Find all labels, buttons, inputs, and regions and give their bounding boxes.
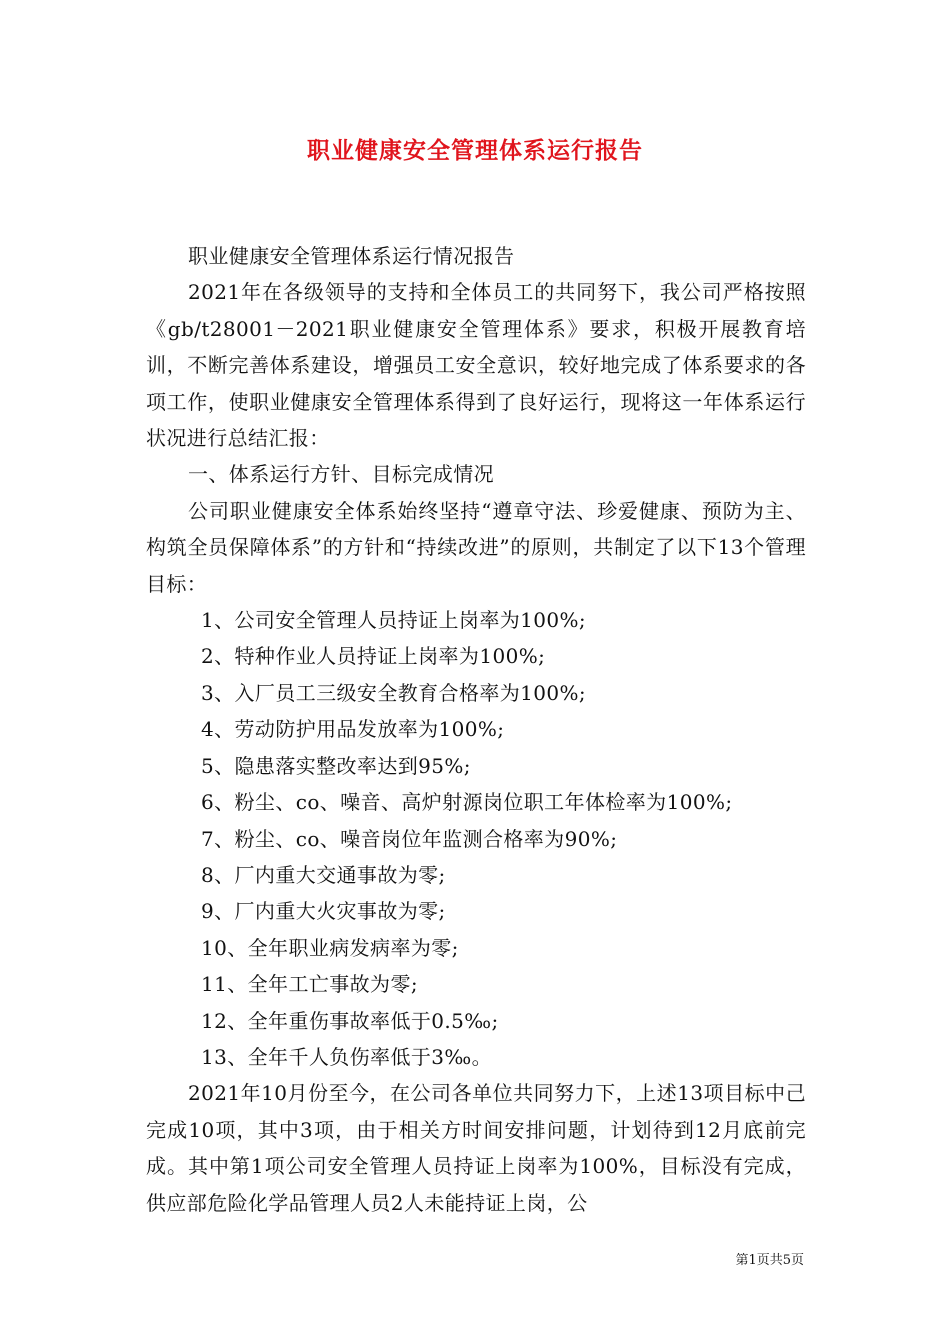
goal-item: 13、全年千人负伤率低于3‰。 xyxy=(201,1044,493,1069)
intro-paragraph: 2021年在各级领导的支持和全体员工的共同努下，我公司严格按照《gb/t28001－2021职业健康安全管理体系》要求，积极开展教育培训，不断完善体系建设，增强员工安全意识，较好地完成了体系要求的各项工作，使职业健康安全管理体系得到了良好运行，现将这一年体系运行状况进行总结汇报： xyxy=(146,280,806,451)
goal-item: 6、粉尘、co、噪音、高炉射源岗位职工年体检率为100%; xyxy=(201,790,733,815)
goal-item: 5、隐患落实整改率达到95%; xyxy=(201,753,471,778)
goal-item: 10、全年职业病发病率为零; xyxy=(201,935,459,960)
document-body xyxy=(146,238,806,1221)
section-heading: 一、体系运行方针、目标完成情况 xyxy=(188,462,494,487)
goal-list xyxy=(146,602,806,1075)
progress-paragraph: 2021年10月份至今，在公司各单位共同努力下，上述13项目标中己完成10项，其中3项，由于相关方时间安排问题，计划待到12月底前完成。其中第1项公司安全管理人员持证上岗率为100%，目标没有完成，供应部危险化学品管理人员2人未能持证上岗，公 xyxy=(146,1081,806,1215)
goal-item: 2、特种作业人员持证上岗率为100%; xyxy=(201,644,546,669)
goal-item: 1、公司安全管理人员持证上岗率为100%; xyxy=(201,608,587,633)
goal-item: 11、全年工亡事故为零; xyxy=(201,972,418,997)
goal-item: 4、劳动防护用品发放率为100%; xyxy=(201,717,505,742)
page-number: 第1页共5页 xyxy=(735,1253,804,1268)
goal-item: 12、全年重伤事故率低于0.5‰; xyxy=(201,1008,499,1033)
document-title: 职业健康安全管理体系运行报告 xyxy=(307,137,643,164)
goal-item: 3、入厂员工三级安全教育合格率为100%; xyxy=(201,680,587,705)
goal-item: 8、厂内重大交通事故为零; xyxy=(201,862,446,887)
goal-item: 9、厂内重大火灾事故为零; xyxy=(201,899,446,924)
policy-paragraph: 公司职业健康安全体系始终坚持“遵章守法、珍爱健康、预防为主、构筑全员保障体系”的方针和“持续改进”的原则，共制定了以下13个管理目标： xyxy=(146,498,806,596)
report-subtitle: 职业健康安全管理体系运行情况报告 xyxy=(188,244,515,268)
goal-item: 7、粉尘、co、噪音岗位年监测合格率为90%; xyxy=(201,826,618,851)
